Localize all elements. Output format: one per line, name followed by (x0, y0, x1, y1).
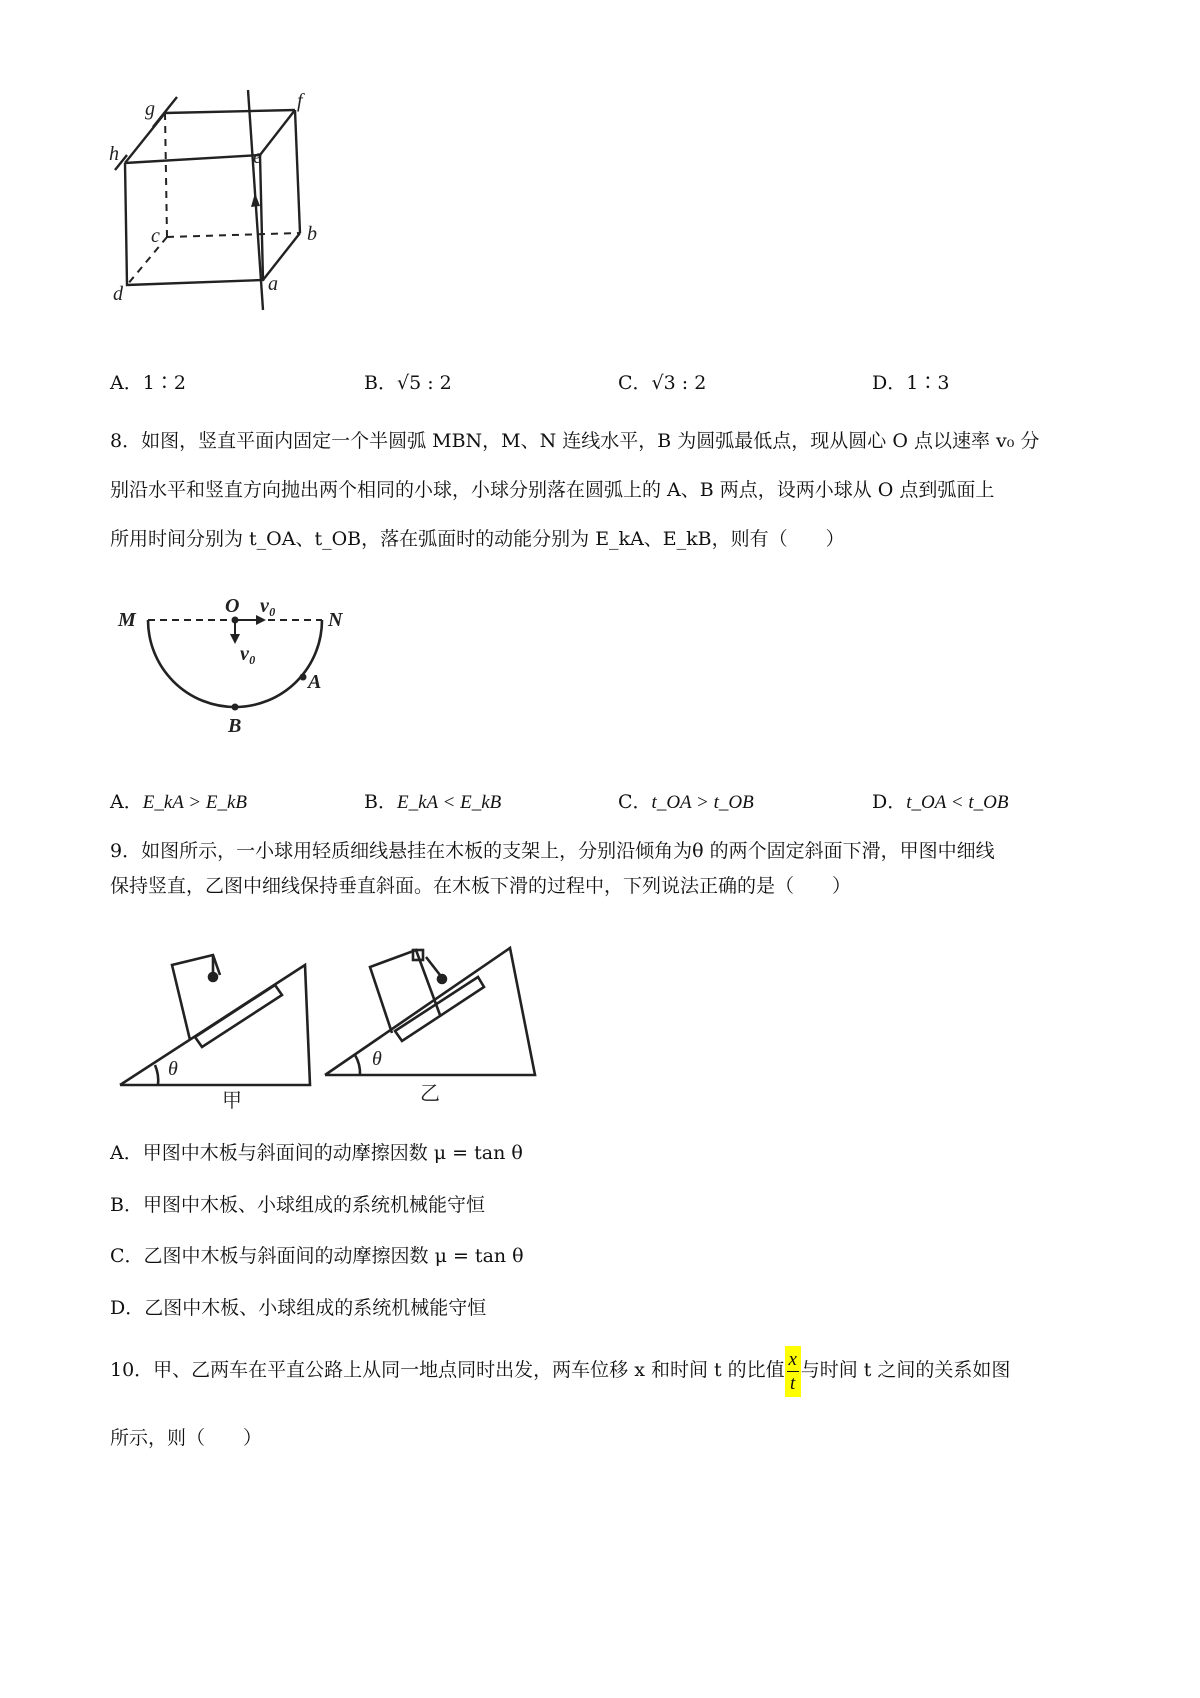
label-a: a (268, 273, 278, 295)
q10-highlighted-fraction: $\frac{x}{t}$ (785, 1346, 801, 1397)
q9-option-d[interactable]: D．乙图中木板、小球组成的系统机械能守恒 (110, 1297, 487, 1319)
label-jia: 甲 (222, 1090, 242, 1112)
q7-option-a[interactable]: A．1∶2 (110, 372, 186, 394)
label-e: e (253, 146, 262, 168)
q8-stem-line1: 8．如图，竖直平面内固定一个半圆弧 MBN，M、N 连线水平，B 为圆弧最低点，现从圆心 O 点以速率 v₀ 分 (110, 430, 1040, 452)
label-o: O (225, 595, 240, 617)
q8-option-d[interactable]: D．t_OA < t_OB (872, 791, 1009, 813)
q9-incline-figure (110, 915, 550, 1115)
q8-option-c[interactable]: C．t_OA > t_OB (618, 791, 754, 813)
q8-stem-line2: 别沿水平和竖直方向抛出两个相同的小球，小球分别落在圆弧上的 A、B 两点，设两小球从 O 点到弧面上 (110, 479, 995, 501)
label-g: g (145, 98, 155, 120)
label-h: h (109, 143, 119, 165)
label-theta-jia: θ (168, 1058, 178, 1080)
q8-option-b[interactable]: B．E_kA < E_kB (364, 791, 502, 813)
q10-stem-line1: 10．甲、乙两车在平直公路上从同一地点同时出发，两车位移 x 和时间 t 的比值$\frac{x}{t}$与时间 t 之间的关系如图 (110, 1330, 1010, 1410)
q7-option-d[interactable]: D．1∶3 (872, 372, 950, 394)
label-v0-vertical: v₀ (240, 643, 256, 665)
q7-cube-figure (105, 85, 345, 335)
q9-stem-line1: 9．如图所示，一小球用轻质细线悬挂在木板的支架上，分别沿倾角为θ 的两个固定斜面下滑，甲图中细线 (110, 840, 995, 862)
q7-option-b[interactable]: B．√5 : 2 (364, 372, 452, 394)
label-yi: 乙 (420, 1083, 440, 1105)
label-c: c (151, 225, 160, 247)
q8-option-a[interactable]: A．E_kA > E_kB (110, 791, 248, 813)
q9-option-b[interactable]: B．甲图中木板、小球组成的系统机械能守恒 (110, 1194, 485, 1216)
q7-option-c[interactable]: C．√3 : 2 (618, 372, 707, 394)
label-b: b (307, 223, 317, 245)
label-m: M (118, 609, 136, 631)
label-n: N (328, 609, 343, 631)
label-v0-horizontal: v₀ (260, 595, 276, 617)
q10-stem-line2: 所示，则（ ） (110, 1427, 263, 1449)
q9-option-c[interactable]: C．乙图中木板与斜面间的动摩擦因数 μ = tan θ (110, 1245, 524, 1267)
label-a: A (308, 671, 322, 693)
q9-stem-line2: 保持竖直，乙图中细线保持垂直斜面。在木板下滑的过程中，下列说法正确的是（ ） (110, 875, 852, 897)
label-d: d (113, 283, 123, 305)
q9-option-a[interactable]: A．甲图中木板与斜面间的动摩擦因数 μ = tan θ (110, 1142, 523, 1164)
q8-stem-line3: 所用时间分别为 t_OA、t_OB，落在弧面时的动能分别为 E_kA、E_kB，则有（ ） (110, 528, 845, 550)
label-b: B (228, 715, 242, 737)
label-f: f (297, 90, 303, 112)
q8-semicircle-figure (110, 590, 360, 740)
label-theta-yi: θ (372, 1048, 382, 1070)
